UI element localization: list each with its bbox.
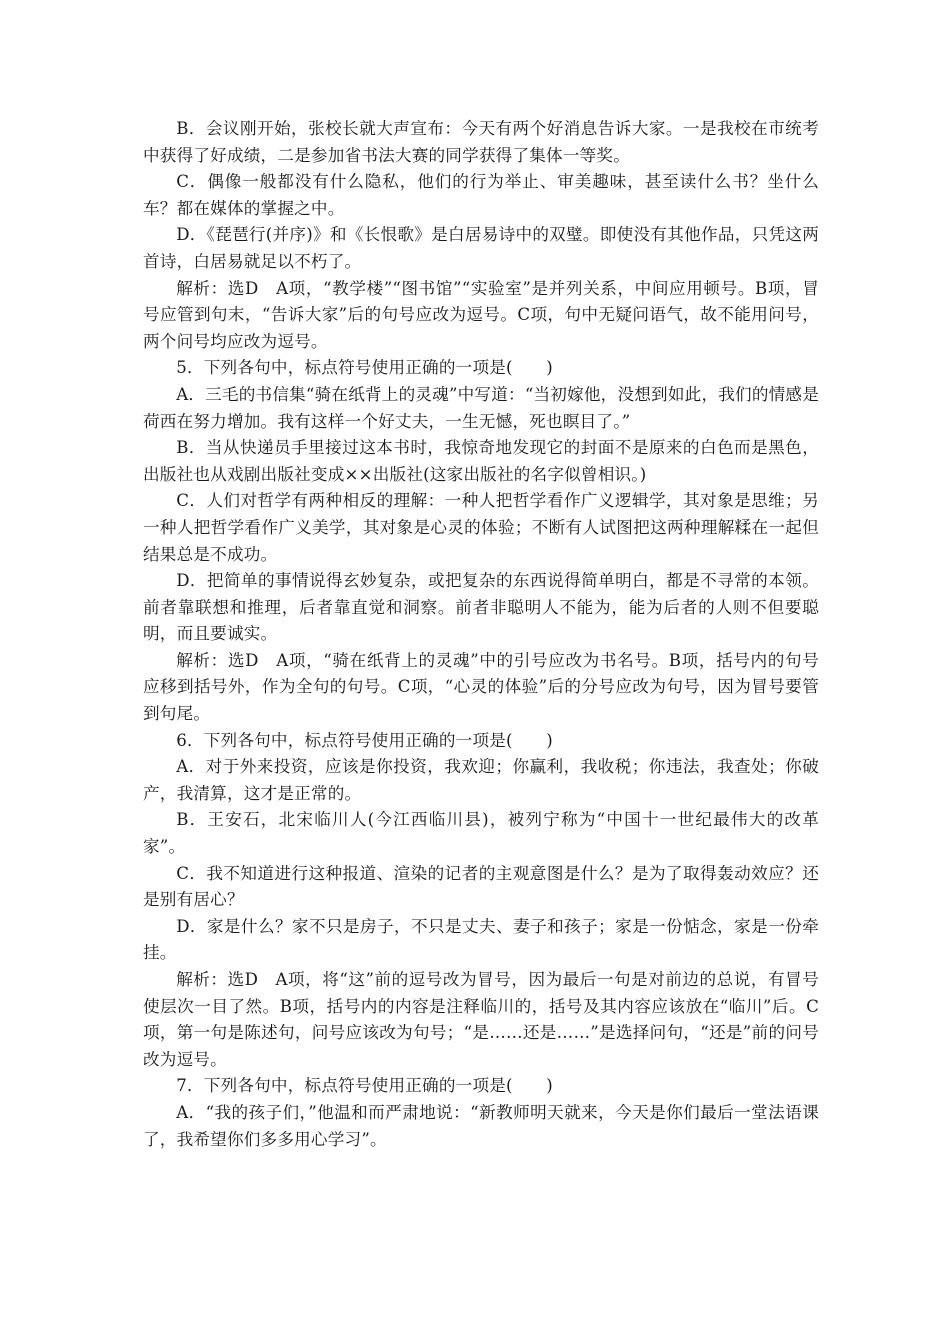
option-a-q7: A．“我的孩子们，”他温和而严肃地说：“新教师明天就来，今天是你们最后一堂法语课了，我希望你们多多用心学习”。 — [143, 1102, 819, 1149]
option-d-q5: D．把简单的事情说得玄妙复杂，或把复杂的东西说得简单明白，都是不寻常的本领。前者靠联想和推理，后者靠直觉和洞察。前者非聪明人不能为，能为后者的人则不但要聪明，而且要诚实。 — [143, 571, 819, 644]
option-a-q5: A．三毛的书信集“骑在纸背上的灵魂”中写道：“当初嫁他，没想到如此，我们的情感是荷西在努力增加。我有这样一个好丈夫，一生无憾，死也瞑目了。” — [143, 384, 819, 431]
question-6: 6．下列各句中，标点符号使用正确的一项是( ) — [176, 730, 553, 750]
option-a-q6: A．对于外来投资，应该是你投资，我欢迎；你赢利，我收税；你违法，我查处；你破产，我清算，这才是正常的。 — [143, 757, 819, 803]
option-b-q5: B．当从快递员手里接过这本书时，我惊奇地发现它的封面不是原来的白色而是黑色，出版社也从戏剧出版社变成××出版社(这家出版社的名字似曾相识。) — [143, 438, 819, 484]
document-body — [143, 116, 819, 1153]
option-c-q6: C．我不知道进行这种报道、渲染的记者的主观意图是什么？是为了取得轰动效应？还是别有居心？ — [143, 863, 819, 910]
option-d-q4: D．《琵琶行(并序)》和《长恨歌》是白居易诗中的双璧。即使没有其他作品，只凭这两首诗，白居易就足以不朽了。 — [143, 225, 819, 271]
option-c-q5: C．人们对哲学有两种相反的理解：一种人把哲学看作广义逻辑学，其对象是思维；另一种人把哲学看作广义美学，其对象是心灵的体验；不断有人试图把这两种理解糅在一起但结果总是不成功。 — [143, 491, 819, 564]
option-c-q4: C．偶像一般都没有什么隐私，他们的行为举止、审美趣味，甚至读什么书？坐什么车？都在媒体的掌握之中。 — [143, 172, 819, 218]
question-7: 7．下列各句中，标点符号使用正确的一项是( ) — [176, 1076, 553, 1096]
option-d-q6: D．家是什么？家不只是房子，不只是丈夫、妻子和孩子；家是一份惦念，家是一份牵挂。 — [143, 916, 819, 963]
analysis-q6: 解析：选D A项，将“这”前的逗号改为冒号，因为最后一句是对前边的总说，有冒号使层次一目了然。B项，括号内的内容是注释临川的，括号及其内容应该放在“临川”后。C项，第一句是陈述句，问号应该改为句号；“是……还是……”是选择问句，“还是”前的问号改为逗号。 — [143, 970, 819, 1069]
option-b-q6: B．王安石，北宋临川人(今江西临川县)，被列宁称为“中国十一世纪最伟大的改革家”。 — [143, 810, 819, 857]
analysis-q4: 解析：选D A项，“教学楼”“图书馆”“实验室”是并列关系，中间应用顿号。B项，冒号应管到句末，“告诉大家”后的句号应改为逗号。C项，句中无疑问语气，故不能用问号，两个问号均应改为逗号。 — [143, 278, 819, 351]
option-b-q4: B．会议刚开始，张校长就大声宣布：今天有两个好消息告诉大家。一是我校在市统考中获得了好成绩，二是参加省书法大赛的同学获得了集体一等奖。 — [143, 119, 819, 165]
analysis-q5: 解析：选D A项，“骑在纸背上的灵魂”中的引号应改为书名号。B项，括号内的句号应移到括号外，作为全句的句号。C项，“心灵的体验”后的分号应改为句号，因为冒号要管到句尾。 — [143, 650, 819, 724]
question-5: 5．下列各句中，标点符号使用正确的一项是( ) — [176, 358, 553, 378]
